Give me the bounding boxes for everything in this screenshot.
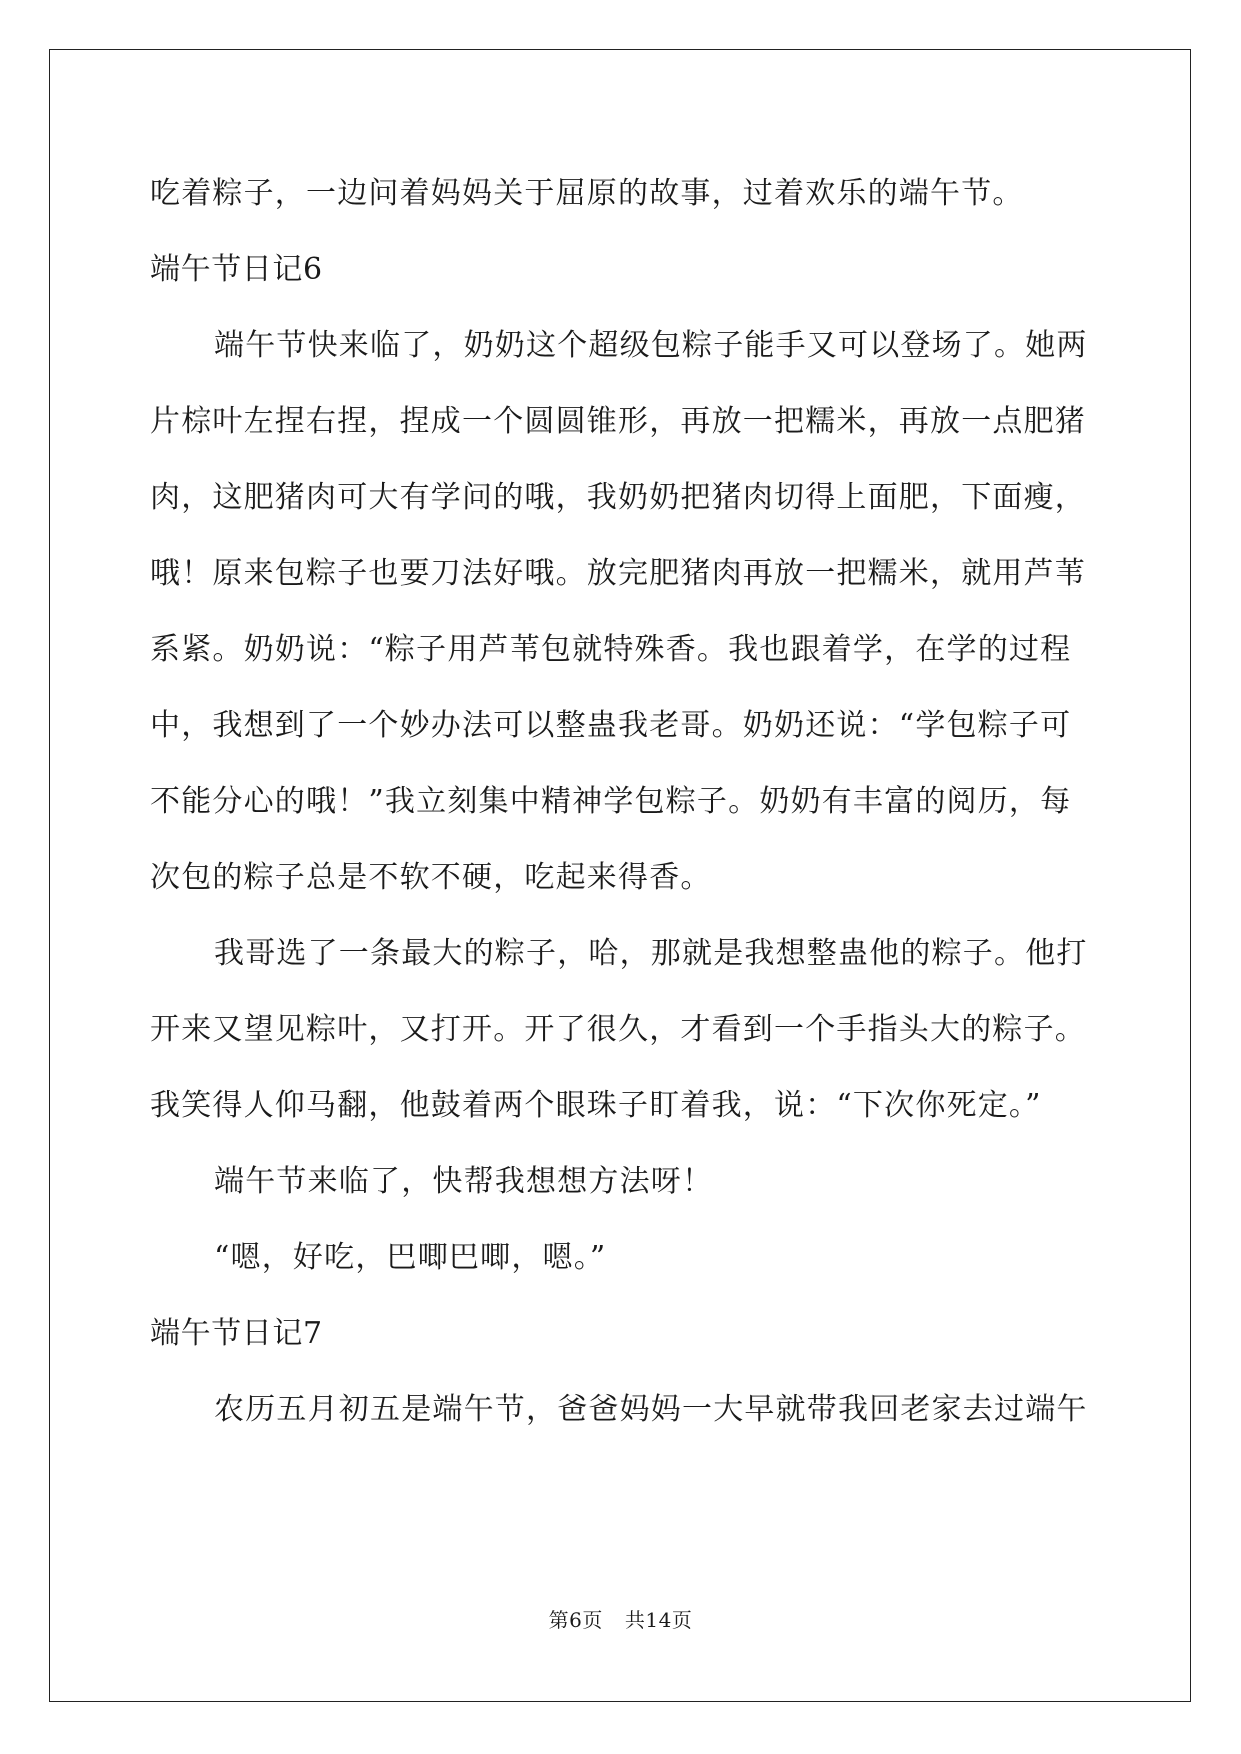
paragraph-line: 吃着粽子，一边问着妈妈关于屈原的故事，过着欢乐的端午节。 (150, 176, 1024, 211)
paragraph-line: 端午节快来临了，奶奶这个超级包粽子能手又可以登场了。她两 (214, 328, 1088, 363)
paragraph-line: “嗯，好吃，巴唧巴唧，嗯。” (214, 1240, 607, 1275)
page-total: 共14页 (624, 1608, 693, 1632)
paragraph-line: 肉，这肥猪肉可大有学问的哦，我奶奶把猪肉切得上面肥，下面瘦， (150, 480, 1086, 515)
paragraph-line: 中，我想到了一个妙办法可以整蛊我老哥。奶奶还说：“学包粽子可 (150, 708, 1072, 743)
document-body (150, 164, 1090, 1456)
paragraph-line: 哦！原来包粽子也要刀法好哦。放完肥猪肉再放一把糯米，就用芦苇 (150, 556, 1086, 591)
paragraph-line: 系紧。奶奶说：“粽子用芦苇包就特殊香。我也跟着学，在学的过程 (150, 632, 1072, 667)
page-footer (0, 1604, 1241, 1633)
paragraph-line: 不能分心的哦！”我立刻集中精神学包粽子。奶奶有丰富的阅历，每 (150, 784, 1072, 819)
section-heading: 端午节日记7 (150, 1316, 323, 1351)
paragraph-line: 次包的粽子总是不软不硬，吃起来得香。 (150, 860, 712, 895)
paragraph-line: 我哥选了一条最大的粽子，哈，那就是我想整蛊他的粽子。他打 (214, 936, 1088, 971)
paragraph-line: 片棕叶左捏右捏，捏成一个圆圆锥形，再放一把糯米，再放一点肥猪 (150, 404, 1086, 439)
paragraph-line: 端午节来临了，快帮我想想方法呀！ (214, 1164, 714, 1199)
paragraph-line: 农历五月初五是端午节，爸爸妈妈一大早就带我回老家去过端午 (214, 1392, 1088, 1427)
paragraph-line: 我笑得人仰马翻，他鼓着两个眼珠子盯着我，说：“下次你死定。” (150, 1088, 1042, 1123)
page-number: 第6页 (548, 1608, 603, 1632)
section-heading: 端午节日记6 (150, 252, 323, 287)
paragraph-line: 开来又望见粽叶，又打开。开了很久，才看到一个手指头大的粽子。 (150, 1012, 1086, 1047)
